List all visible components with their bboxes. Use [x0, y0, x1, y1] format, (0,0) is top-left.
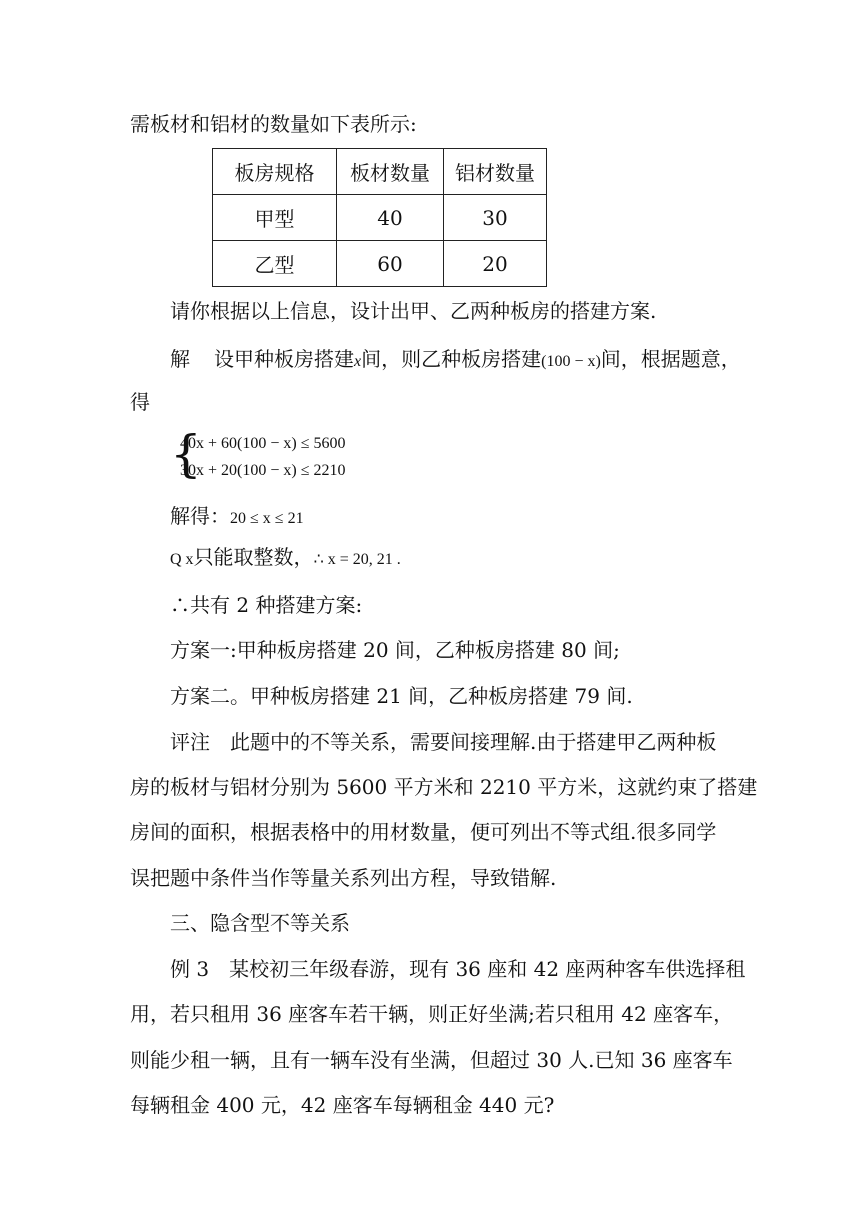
example-line: 每辆租金 400 元，42 座客车每辆租金 440 元?	[130, 1093, 555, 1117]
plan-1: 方案一:甲种板房搭建 20 间，乙种板房搭建 80 间;	[170, 638, 620, 662]
example-line: 用，若只租用 36 座客车若干辆，则正好坐满;若只租用 42 座客车，	[130, 1002, 734, 1026]
table-cell: 60	[337, 241, 444, 287]
question-text: 请你根据以上信息，设计出甲、乙两种板房的搭建方案.	[170, 299, 657, 323]
table-cell: 40	[337, 195, 444, 241]
integer-line	[170, 543, 401, 574]
table-cell: 甲型	[213, 195, 337, 241]
solution-line-2: 得	[130, 390, 150, 414]
solution-lead: 解	[170, 347, 190, 371]
table-cell: 30	[444, 195, 547, 241]
variable-x: x	[354, 353, 362, 370]
material-table	[212, 148, 547, 287]
solution-line-1	[170, 345, 741, 376]
comment-line: 误把题中条件当作等量关系列出方程，导致错解.	[130, 866, 557, 890]
table-header-cell: 板房规格	[213, 149, 337, 195]
table-row	[213, 241, 547, 287]
example-line: 例 3 某校初三年级春游，现有 36 座和 42 座两种客车供选择租	[170, 957, 746, 981]
solution-text: 间，根据题意，	[600, 347, 741, 371]
table-row	[213, 195, 547, 241]
inequality-1: 40x + 60(100 − x) ≤ 5600	[180, 435, 346, 452]
table-header-row	[213, 149, 547, 195]
example-line: 则能少租一辆，且有一辆车没有坐满，但超过 30 人.已知 36 座客车	[130, 1048, 733, 1072]
table-header-cell: 板材数量	[337, 149, 444, 195]
intro-text: 需板材和铝材的数量如下表所示:	[130, 112, 417, 136]
plans-intro: ∴共有 2 种搭建方案:	[170, 593, 363, 617]
integer-result: ∴ x = 20, 21 .	[313, 551, 401, 568]
integer-text: 只能取整数，	[193, 545, 314, 569]
solution-text: 间，则乙种板房搭建	[361, 347, 542, 371]
comment-line: 房间的面积，根据表格中的用材数量，便可列出不等式组.很多同学	[130, 820, 717, 844]
result-line	[170, 502, 304, 533]
table-header-cell: 铝材数量	[444, 149, 547, 195]
table-cell: 20	[444, 241, 547, 287]
system-brace: {	[170, 425, 202, 483]
result-inequality: 20 ≤ x ≤ 21	[230, 510, 304, 527]
comment-line: 评注 此题中的不等关系，需要间接理解.由于搭建甲乙两种板	[170, 730, 717, 754]
inequality-2: 30x + 20(100 − x) ≤ 2210	[180, 462, 346, 479]
comment-line: 房的板材与铝材分别为 5600 平方米和 2210 平方米，这就约束了搭建	[130, 775, 758, 799]
section-heading: 三、隐含型不等关系	[170, 911, 350, 935]
expression: (100 − x)	[541, 353, 601, 370]
table-cell: 乙型	[213, 241, 337, 287]
because-symbol: Q x	[170, 551, 194, 568]
plan-2: 方案二。甲种板房搭建 21 间，乙种板房搭建 79 间.	[170, 684, 633, 708]
result-label: 解得：	[170, 504, 230, 528]
solution-text: 设甲种板房搭建	[214, 347, 354, 371]
